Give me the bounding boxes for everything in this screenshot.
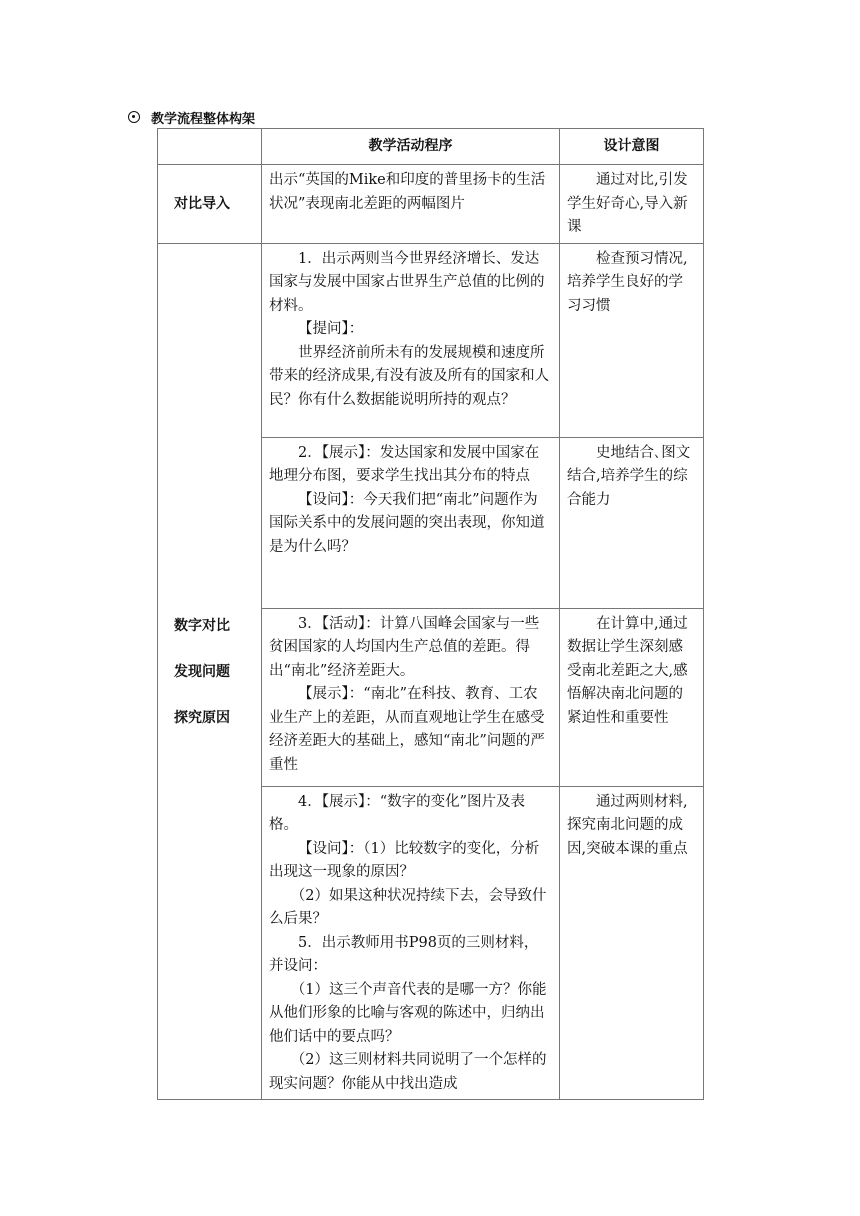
activity-text: 4．【展示】：“数字的变化”图片及表格。 — [269, 793, 526, 833]
section-heading — [128, 106, 255, 128]
intent-cell — [560, 437, 704, 608]
activity-text: 【设问】：（1）比较数字的变化，分析出现这一现象的原因？ — [269, 840, 540, 880]
header-row — [158, 129, 704, 165]
circle-bullet-icon — [128, 111, 140, 123]
activity-text: 2．【展示】：发达国家和发展中国家在地理分布图，要求学生找出其分布的特点 — [269, 444, 540, 484]
activity-cell — [262, 786, 560, 1100]
activity-text: 世界经济前所未有的发展规模和速度所带来的经济成果,有没有波及所有的国家和人民？你有什么数据能说明所持的观点？ — [269, 344, 550, 408]
table-row-1 — [158, 243, 704, 437]
stage-main-line-3: 探究原因 — [174, 709, 230, 726]
intent-cell — [560, 243, 704, 437]
intent-text: 在计算中,通过数据让学生深刻感受南北差距之大,感悟解决南北问题的紧迫性和重要性 — [567, 615, 688, 726]
header-cell-stage — [158, 129, 262, 165]
activity-text: （2）这三则材料共同说明了一个怎样的现实问题？你能从中找出造成 — [269, 1052, 547, 1092]
stage-main-cell — [158, 243, 262, 1100]
activity-text: 3．【活动】：计算八国峰会国家与一些贫困国家的人均国内生产总值的差距。得出“南北”经济差距大。 — [269, 615, 540, 679]
activity-text: 【展示】：“南北”在科技、教育、工农业生产上的差距，从而直观地让学生在感受经济差距大的基础上，感知“南北”问题的严重性 — [269, 686, 545, 773]
section-heading-text: 教学流程整体构架 — [151, 111, 256, 127]
intent-text: 史地结合､图文结合,培养学生的综合能力 — [567, 444, 691, 508]
teaching-flow-table — [157, 128, 704, 1100]
activity-text: 【提问】： — [298, 321, 364, 337]
activity-text: 1．出示两则当今世界经济增长、发达国家与发展中国家占世界生产总值的比例的材料。 — [269, 250, 545, 314]
stage-intro-cell: 对比导入 — [158, 165, 262, 244]
intent-text: 检查预习情况,培养学生良好的学习习惯 — [567, 250, 688, 314]
activity-text: 【设问】：今天我们把“南北”问题作为国际关系中的发展问题的突出表现，你知道是为什么吗？ — [269, 491, 545, 555]
activity-text: （2）如果这种状况持续下去，会导致什么后果？ — [269, 887, 547, 927]
stage-main-line-2: 发现问题 — [174, 663, 230, 680]
activity-cell — [262, 437, 560, 608]
header-cell-activity: 教学活动程序 — [262, 129, 560, 165]
intent-text: 通过两则材料,探究南北问题的成因,突破本课的重点 — [567, 793, 688, 857]
header-cell-intent: 设计意图 — [560, 129, 704, 165]
activity-cell — [262, 165, 560, 244]
activity-text: 出示“英国的Mike和印度的普里扬卡的生活状况”表现南北差距的两幅图片 — [269, 172, 546, 212]
table-row-intro — [158, 165, 704, 244]
activity-cell — [262, 608, 560, 786]
stage-main-line-1: 数字对比 — [174, 617, 230, 634]
intent-text: 通过对比,引发学生好奇心,导入新课 — [567, 172, 688, 235]
intent-cell — [560, 165, 704, 244]
intent-cell — [560, 608, 704, 786]
activity-text: 5．出示教师用书P98页的三则材料，并设问： — [269, 934, 539, 974]
activity-text: （1）这三个声音代表的是哪一方？你能从他们形象的比喻与客观的陈述中，归纳出他们话中的要点吗？ — [269, 981, 547, 1045]
activity-cell — [262, 243, 560, 437]
intent-cell — [560, 786, 704, 1100]
